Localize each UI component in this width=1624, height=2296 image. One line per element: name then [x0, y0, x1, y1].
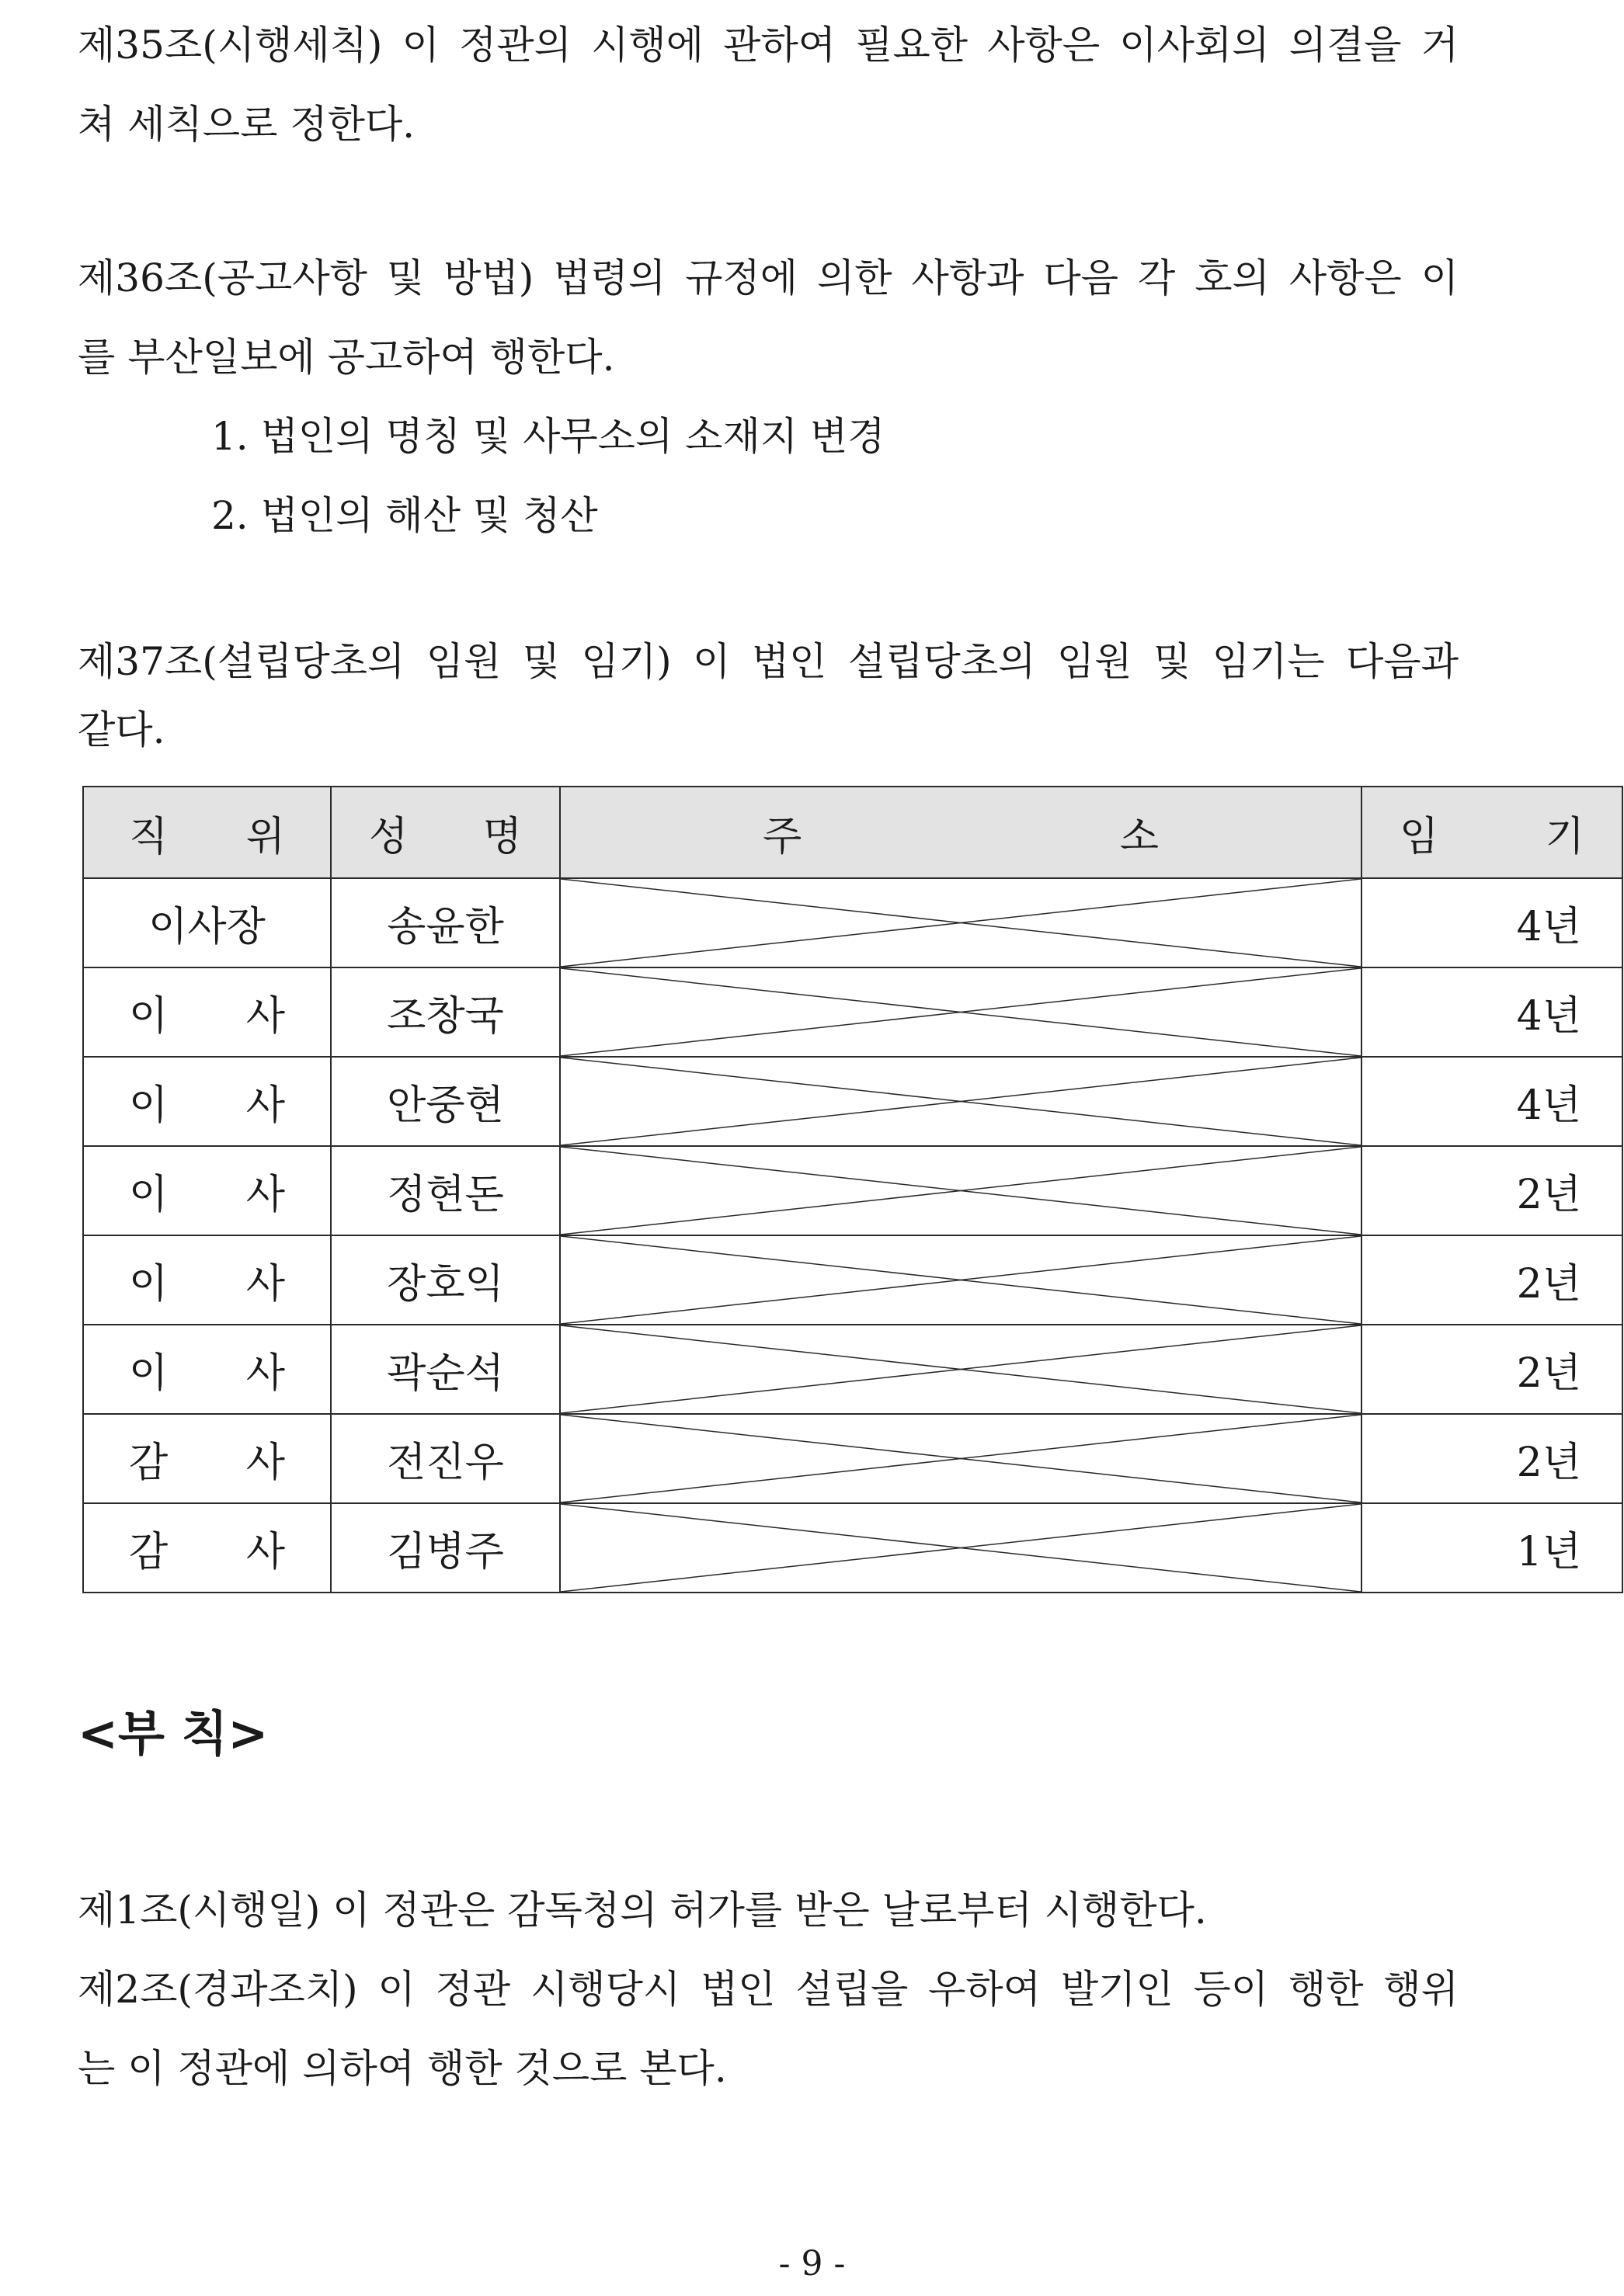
officer-term: 2년 — [1361, 1235, 1622, 1325]
officer-position-char: 이 — [129, 1172, 169, 1218]
officer-term: 2년 — [1361, 1325, 1622, 1414]
redaction-cross — [561, 879, 1361, 967]
table-row — [83, 967, 1622, 1057]
article-37-line-1: 제37조(설립당초의 임원 및 임기) 이 법인 설립당초의 임원 및 임기는 다음과 — [78, 639, 1459, 684]
table-row — [83, 1414, 1622, 1503]
officer-term: 2년 — [1361, 1146, 1622, 1235]
header-name — [331, 787, 560, 878]
officer-address-redacted — [560, 1235, 1361, 1325]
officer-address-redacted — [560, 878, 1361, 967]
redaction-cross — [561, 1415, 1361, 1502]
header-address-char-1: 주 — [763, 813, 802, 860]
officer-name: 장호익 — [331, 1235, 560, 1325]
header-name-char-2: 명 — [482, 813, 522, 860]
article-36-item-2: 2. 법인의 해산 및 청산 — [211, 493, 598, 538]
officer-position-char: 사 — [245, 1350, 285, 1397]
officer-term: 4년 — [1361, 967, 1622, 1057]
officers-table-header-row — [83, 787, 1622, 878]
officer-term: 4년 — [1361, 1057, 1622, 1146]
table-row — [83, 1235, 1622, 1325]
officer-position-char: 사 — [245, 1440, 285, 1486]
officer-position: 이사장 — [83, 878, 331, 967]
officer-position-char: 사 — [245, 993, 285, 1040]
article-36-item-1: 1. 법인의 명칭 및 사무소의 소재지 변경 — [211, 414, 885, 459]
table-row — [83, 878, 1622, 967]
officers-table-body — [83, 878, 1622, 1593]
officer-position-char: 감 — [129, 1440, 169, 1486]
officer-address-redacted — [560, 1414, 1361, 1503]
officer-position — [83, 1325, 331, 1414]
officer-position-char: 이 — [129, 993, 169, 1040]
page-number: - 9 - — [778, 2244, 846, 2284]
header-term-char-2: 기 — [1545, 813, 1584, 860]
officers-table — [82, 786, 1623, 1593]
appendix-article-2-line-2: 는 이 정관에 의하여 행한 것으로 본다. — [78, 2046, 727, 2091]
officer-position-char: 이 — [129, 1261, 169, 1308]
officer-term: 1년 — [1361, 1503, 1622, 1593]
officer-position — [83, 1057, 331, 1146]
article-35-line-2: 쳐 세칙으로 정한다. — [78, 102, 416, 147]
header-term — [1361, 787, 1622, 878]
header-address-char-2: 소 — [1119, 813, 1159, 860]
header-position-char-2: 위 — [245, 813, 285, 860]
article-35-line-1: 제35조(시행세칙) 이 정관의 시행에 관하여 필요한 사항은 이사회의 의결을 거 — [78, 23, 1459, 68]
officer-address-redacted — [560, 1146, 1361, 1235]
appendix-heading: <부 칙> — [78, 1705, 269, 1762]
header-position-char-1: 직 — [129, 813, 169, 860]
header-name-char-1: 성 — [369, 813, 409, 860]
officer-term: 2년 — [1361, 1414, 1622, 1503]
header-address — [560, 787, 1361, 878]
officer-position-char: 사 — [245, 1261, 285, 1308]
table-row — [83, 1057, 1622, 1146]
officer-name: 안중현 — [331, 1057, 560, 1146]
officer-name: 송윤한 — [331, 878, 560, 967]
article-36-line-1: 제36조(공고사항 및 방법) 법령의 규정에 의한 사항과 다음 각 호의 사항은 이 — [78, 255, 1459, 300]
officer-position-char: 사 — [245, 1529, 285, 1575]
officer-position — [83, 1414, 331, 1503]
table-row — [83, 1503, 1622, 1593]
officer-name: 김병주 — [331, 1503, 560, 1593]
officer-position-char: 사 — [245, 1082, 285, 1129]
redaction-cross — [561, 1325, 1361, 1413]
appendix-article-2-line-1: 제2조(경과조치) 이 정관 시행당시 법인 설립을 우하여 발기인 등이 행한 행위 — [78, 1967, 1459, 2012]
officer-address-redacted — [560, 1325, 1361, 1414]
article-37-line-2: 같다. — [78, 707, 165, 752]
officer-position-char: 이 — [129, 1082, 169, 1129]
officer-address-redacted — [560, 1503, 1361, 1593]
officer-position-char: 감 — [129, 1529, 169, 1575]
officer-name: 곽순석 — [331, 1325, 560, 1414]
redaction-cross — [561, 1236, 1361, 1324]
redaction-cross — [561, 968, 1361, 1056]
table-row — [83, 1146, 1622, 1235]
officer-position — [83, 967, 331, 1057]
header-term-char-1: 임 — [1400, 813, 1439, 860]
officer-position — [83, 1503, 331, 1593]
redaction-cross — [561, 1504, 1361, 1592]
table-row — [83, 1325, 1622, 1414]
officer-term: 4년 — [1361, 878, 1622, 967]
redaction-cross — [561, 1147, 1361, 1235]
article-36-line-2: 를 부산일보에 공고하여 행한다. — [78, 335, 615, 380]
officer-position-char: 이 — [129, 1350, 169, 1397]
officer-address-redacted — [560, 967, 1361, 1057]
header-position — [83, 787, 331, 878]
officer-position — [83, 1235, 331, 1325]
appendix-article-1: 제1조(시행일) 이 정관은 감독청의 허가를 받은 날로부터 시행한다. — [78, 1888, 1207, 1933]
officer-name: 전진우 — [331, 1414, 560, 1503]
officer-name: 정현돈 — [331, 1146, 560, 1235]
officer-address-redacted — [560, 1057, 1361, 1146]
officer-position — [83, 1146, 331, 1235]
officer-position-char: 사 — [245, 1172, 285, 1218]
officer-name: 조창국 — [331, 967, 560, 1057]
redaction-cross — [561, 1058, 1361, 1145]
